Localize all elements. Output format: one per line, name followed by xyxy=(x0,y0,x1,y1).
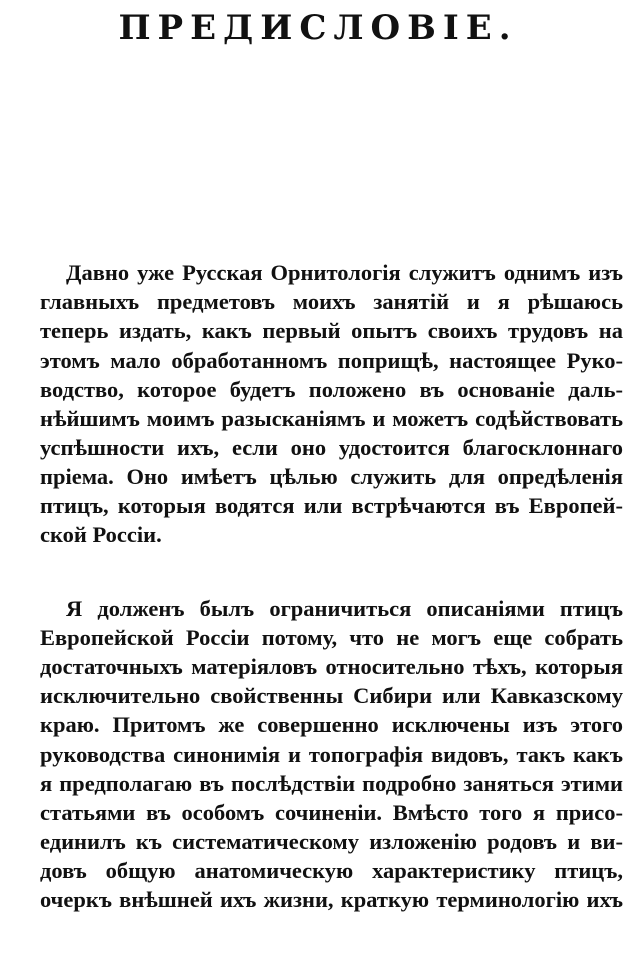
text-line: достаточныхъ матеріяловъ относительно тѣхъ, которыя xyxy=(40,654,623,679)
text-line: краю. Притомъ же совершенно исключены изъ этого xyxy=(40,712,623,737)
page-title: ПРЕДИСЛОВІЕ. xyxy=(118,8,518,48)
text-line: я предполагаю въ послѣдствіи подробно заняться этими xyxy=(40,771,623,796)
text-line: исключительно свойственны Сибири или Кавказскому xyxy=(40,683,623,708)
text-line: статьями въ особомъ сочиненіи. Вмѣсто того я присо- xyxy=(40,800,623,825)
text-line: этомъ мало обработанномъ поприщѣ, настоящее Руко- xyxy=(40,348,623,373)
text-line: Давно уже Русская Орнитологія служитъ однимъ изъ xyxy=(66,260,623,285)
text-line: ской Россіи. xyxy=(40,522,162,547)
text-line: Я долженъ былъ ограничиться описаніями птицъ xyxy=(66,596,623,621)
text-line: водство, которое будетъ положено въ основаніе даль- xyxy=(40,377,623,402)
text-line: успѣшности ихъ, если оно удостоится благосклоннаго xyxy=(40,435,623,460)
text-line: довъ общую анатомическую характеристику птицъ, xyxy=(40,858,623,883)
text-line: теперь издать, какъ первый опытъ своихъ трудовъ на xyxy=(40,318,623,343)
text-line: главныхъ предметовъ моихъ занятій и я рѣшаюсь xyxy=(40,289,623,314)
text-line: единилъ къ систематическому изложенію родовъ и ви- xyxy=(40,829,623,854)
text-line: Европейской Россіи потому, что не могъ еще собрать xyxy=(40,625,623,650)
text-line: очеркъ внѣшней ихъ жизни, краткую терминологію ихъ xyxy=(40,887,623,912)
text-line: птицъ, которыя водятся или встрѣчаются въ Европей- xyxy=(40,493,623,518)
text-line: руководства синонимія и топографія видовъ, такъ какъ xyxy=(40,742,623,767)
text-line: нѣйшимъ моимъ разысканіямъ и можетъ содѣйствовать xyxy=(40,406,623,431)
text-line: пріема. Оно имѣетъ цѣлью служить для опредѣленія xyxy=(40,464,623,489)
